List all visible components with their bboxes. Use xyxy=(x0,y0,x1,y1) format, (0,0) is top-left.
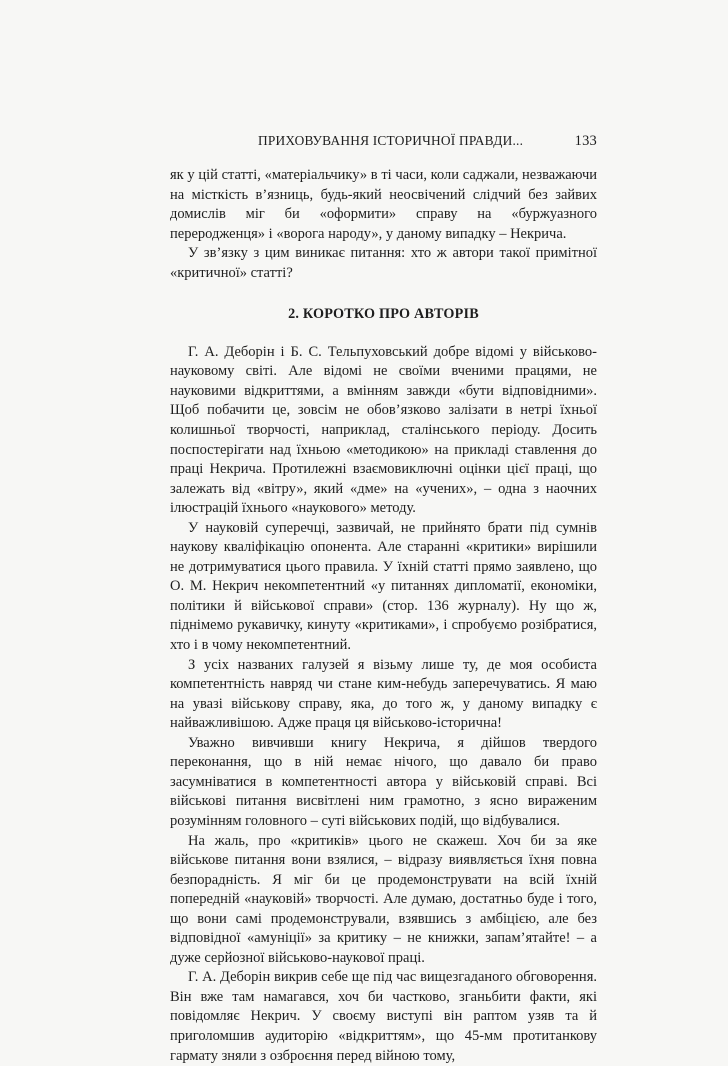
section-heading: 2. КОРОТКО ПРО АВТОРІВ xyxy=(288,306,479,323)
paragraph: На жаль, про «критиків» цього не скажеш. Хоч би за яке військове питання вони взялися, – відразу виявляється їхня повна безпорадність. Я міг би це продемонструвати на всій їхній попередній «науковій» творчості. Але думаю, достатньо буде і того, що вони самі продемонстрували, взявшись з амбіцією, але без відповідної «амуніції» за критику – не книжки, запам’ятайте! – а дуже серйозної військово-наукової праці. xyxy=(170,832,597,966)
page-number: 133 xyxy=(574,133,597,149)
paragraph: У науковій суперечці, зазвичай, не прийнято брати під сумнів наукову кваліфікацію опонента. Але старанні «критики» вирішили не дотримуватися цього правила. У їхній статті прямо заявлено, що О. М. Некрич некомпетентний «у питаннях дипломатії, економіки, політики й військової справи» (стор. 136 журналу). Ну що ж, піднімемо рукавичку, кинуту «критиками», і спробуємо розібратися, хто і в чому некомпетентний. xyxy=(170,519,597,654)
paragraph: У зв’язку з цим виникає питання: хто ж автори такої примітної «критичної» статті? xyxy=(170,245,597,281)
paragraph: Уважно вивчивши книгу Некрича, я дійшов твердого переконання, що в ній немає нічого, що давало би право засумніватися в компетентності автора у військовій справі. Всі військові питання висвітлені ним грамотно, з ясно вираженим розумінням головного – суті військових подій, що відбувалися. xyxy=(170,734,597,829)
body-text xyxy=(170,166,597,1066)
paragraph: Г. А. Деборін і Б. С. Тельпуховський добре відомі у військово-науковому світі. Але відомі не своїми вченими працями, не науковими відкриттями, а вмінням завжди «бути відповідними». Щоб побачити це, зовсім не обов’язково залізати в нетрі їхньої колишньої творчості, наприклад, сталінського періоду. Досить поспостерігати над їхньою «методикою» на прикладі ставлення до праці Некрича. Протилежні взаємовиключні оцінки цієї праці, що залежать від «вітру», який «дме» на «учених», – одна з наочних ілюстрацій їхнього «наукового» методу. xyxy=(170,343,597,517)
paragraph: З усіх названих галузей я візьму лише ту, де моя особиста компетентність навряд чи стане ким-небудь заперечуватись. Я маю на увазі військову справу, яка, до того ж, у даному випадку є найважливішою. Адже праця ця військово-історична! xyxy=(170,656,597,732)
paragraph-continuation: як у цій статті, «матеріальчику» в ті часи, коли саджали, незважаючи на місткість в’язниць, будь-який неосвічений слідчий без зайвих домислів міг би «оформити» справу на «буржуазного переродженця» і «ворога народу», у даному випадку – Некрича. xyxy=(170,167,597,242)
paragraph: Г. А. Деборін викрив себе ще під час вищезгаданого обговорення. Він вже там намагався, хоч би частково, зганьбити факти, які повідомляє Некрич. У своєму виступі він раптом узяв та й приголомшив аудиторію «відкриттям», що 45-мм протитанкову гармату зняли з озброєння перед війною тому, xyxy=(170,969,597,1064)
running-title: ПРИХОВУВАННЯ ІСТОРИЧНОЇ ПРАВДИ... xyxy=(258,133,524,148)
